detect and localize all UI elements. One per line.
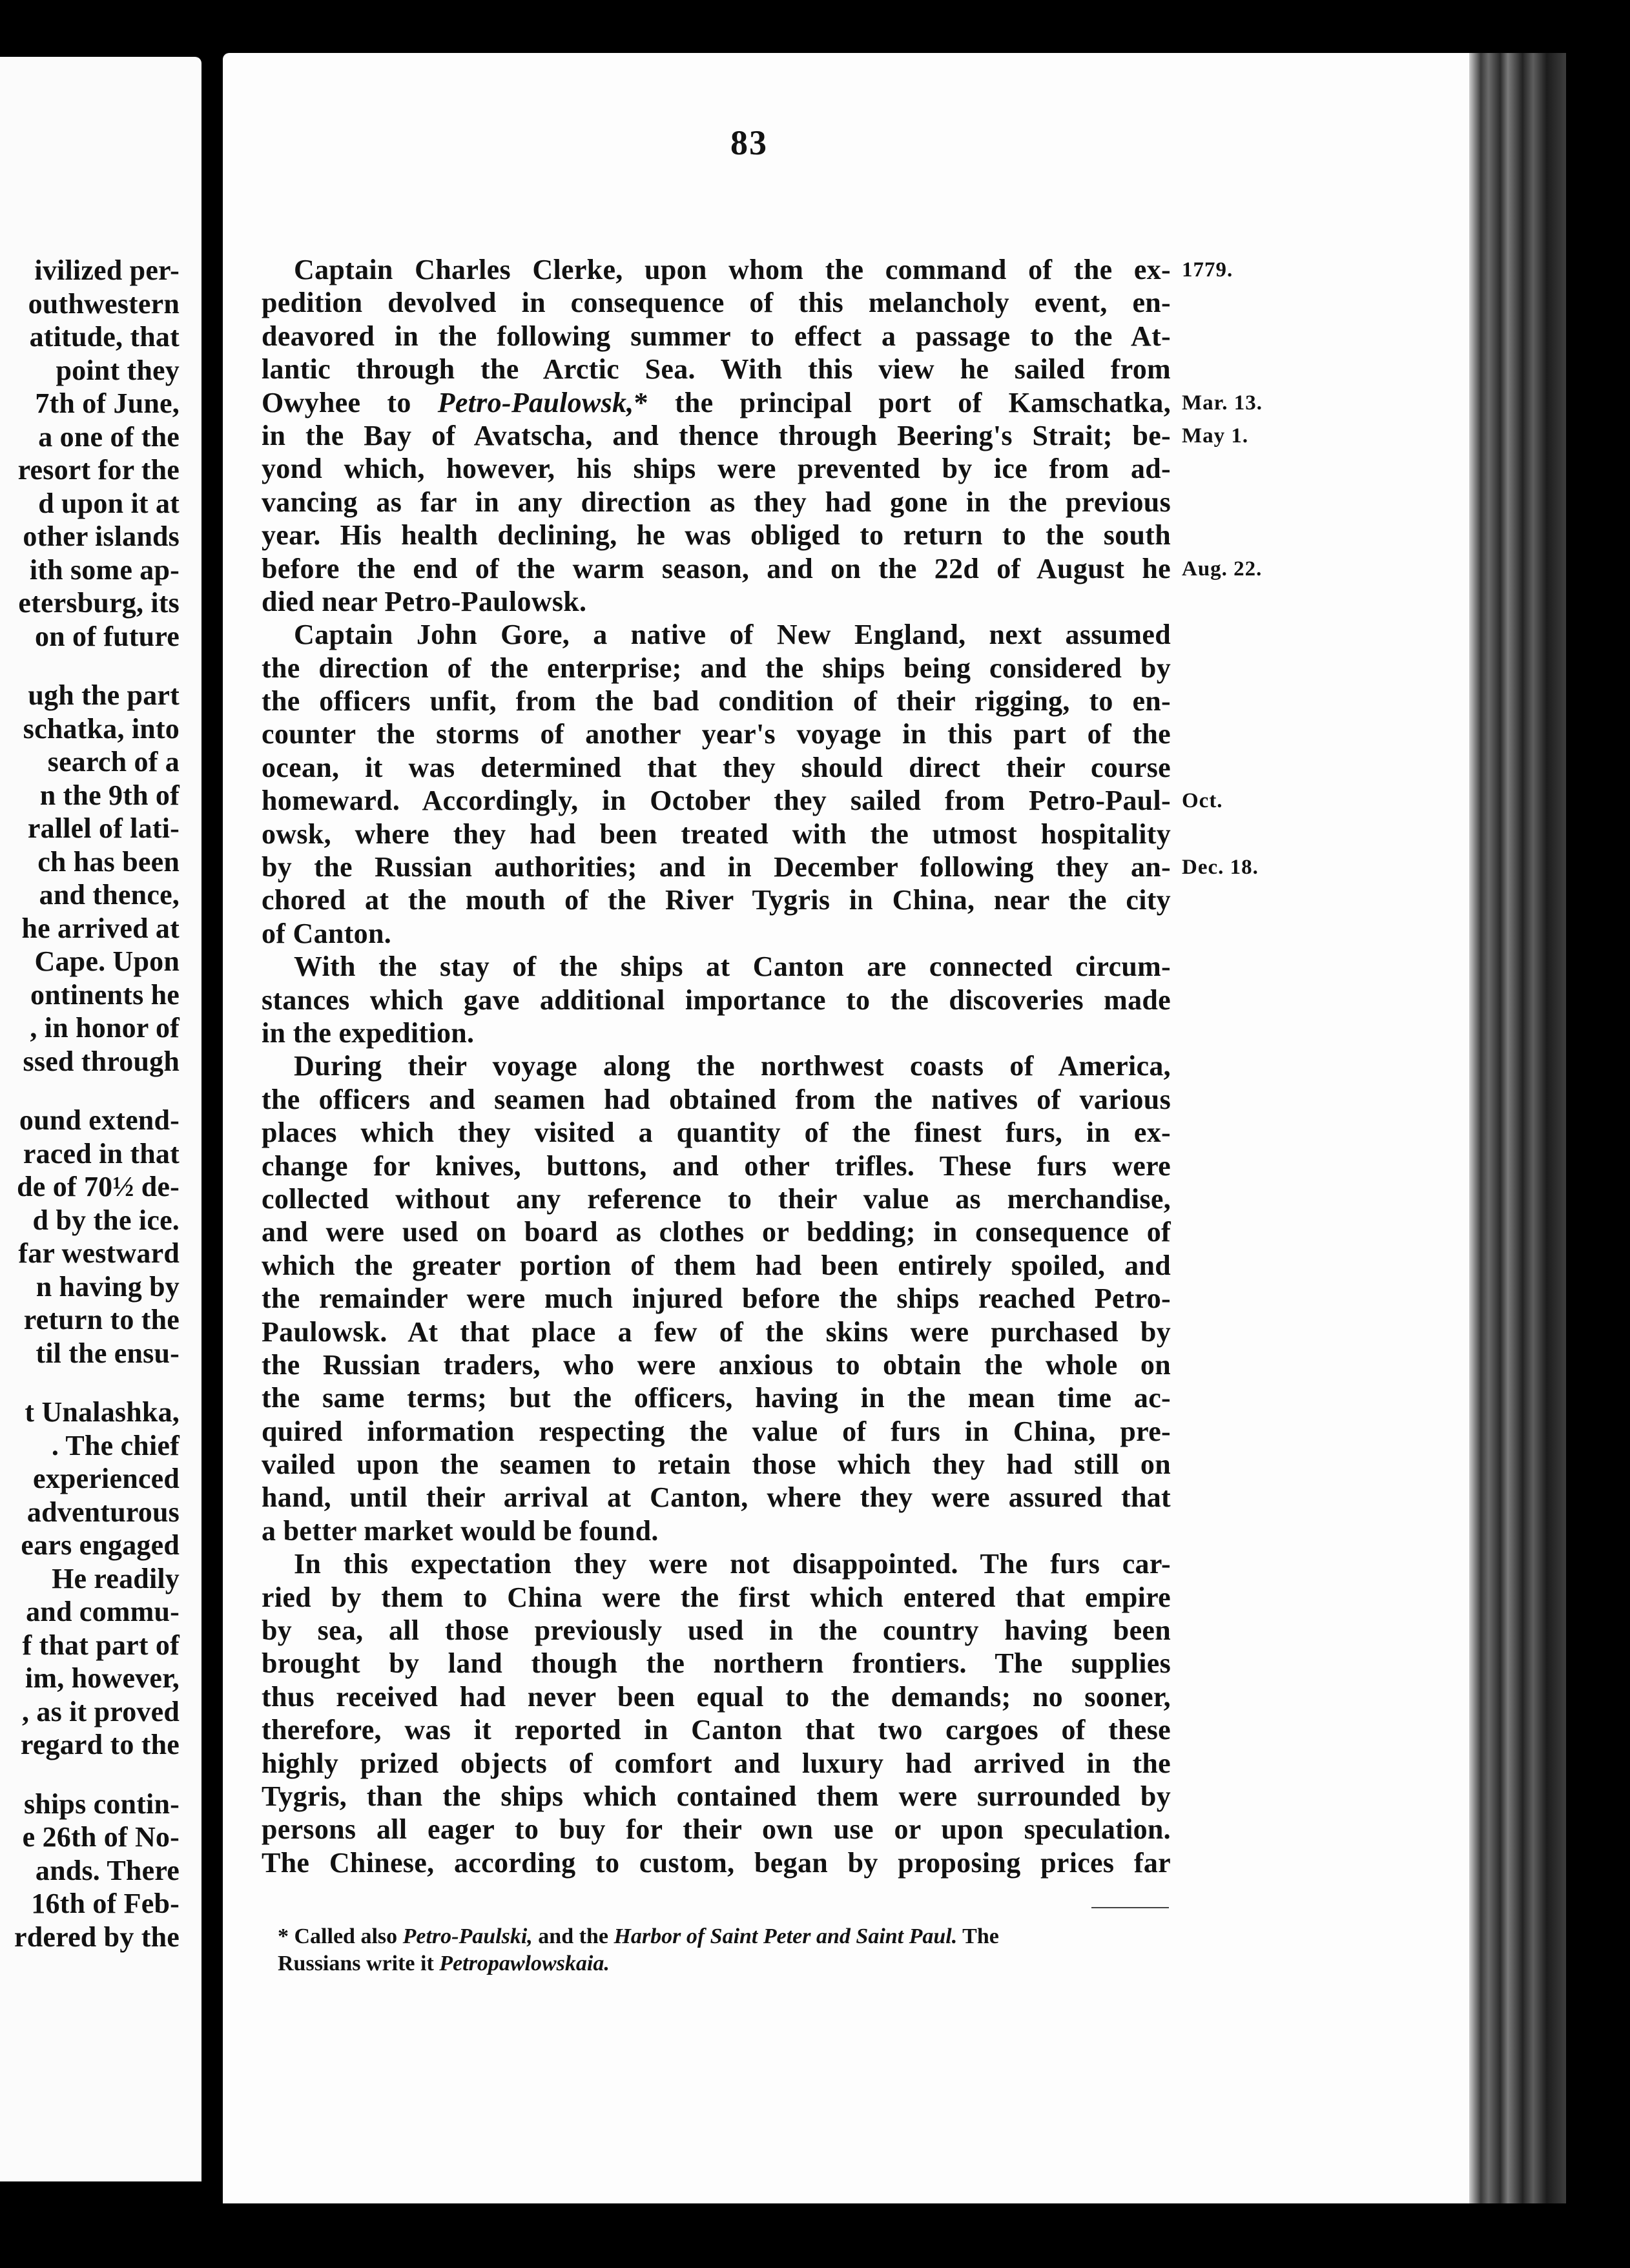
text-line: Captain Charles Clerke, upon whom the command of the ex- — [294, 254, 1171, 285]
text-line: before the end of the warm season, and on the 22d of August he — [262, 552, 1171, 584]
text-line: the officers unfit, from the bad condition of their rigging, to en- — [262, 685, 1171, 717]
main-text-block — [262, 253, 1171, 1879]
previous-page-line: point they — [56, 354, 180, 386]
previous-page-line: , as it proved — [21, 1695, 180, 1727]
italic-place-name: Petro-Paulowsk, — [437, 386, 634, 418]
text-line: The Chinese, according to custom, began by proposing prices far — [262, 1846, 1171, 1879]
text-line: the same terms; but the officers, having in the mean time ac- — [262, 1382, 1171, 1414]
previous-page-line: e 26th of No- — [22, 1821, 180, 1853]
previous-page-line: ch has been — [37, 845, 180, 878]
text-line: brought by land though the northern frontiers. The supplies — [262, 1647, 1171, 1680]
text-line: Captain John Gore, a native of New England, next assumed — [294, 619, 1171, 651]
previous-page-line: Cape. Upon — [34, 945, 180, 977]
previous-page-fragment — [0, 57, 201, 2181]
previous-page-line: raced in that — [23, 1137, 180, 1170]
previous-page-line: atitude, that — [29, 321, 180, 353]
previous-page-line: a one of the — [38, 420, 180, 453]
text-line: of Canton. — [262, 917, 392, 949]
previous-page-line: and thence, — [39, 879, 180, 911]
previous-page-line: ships contin- — [23, 1788, 180, 1820]
previous-page-line: outhwestern — [28, 287, 180, 320]
margin-date-note: Oct. — [1182, 789, 1223, 813]
footnote — [278, 1923, 1171, 1977]
previous-page-text — [0, 254, 180, 1954]
text-line: the remainder were much injured before the ships reached Petro- — [262, 1283, 1171, 1315]
previous-page-line: regard to the — [20, 1729, 180, 1760]
previous-page-line: schatka, into — [23, 712, 180, 745]
previous-page-line: n having by — [36, 1270, 180, 1303]
text-line: owsk, where they had been treated with the utmost hospitality — [262, 818, 1171, 850]
previous-page-line: ivilized per- — [34, 254, 180, 286]
footnote-rule — [1091, 1907, 1169, 1908]
text-line: During their voyage along the northwest coasts of America, — [294, 1050, 1171, 1082]
text-line: a better market would be found. — [262, 1514, 659, 1547]
previous-page-line: ontinents he — [30, 978, 180, 1011]
page-stack-edge — [1469, 53, 1566, 2203]
previous-page-line: ith some ap- — [29, 553, 180, 586]
previous-page-line: de of 70½ de- — [17, 1171, 180, 1202]
text-line: stances which gave additional importance to the discoveries made — [262, 984, 1171, 1016]
margin-date-note: May 1. — [1182, 424, 1249, 448]
text-line: in the expedition. — [262, 1016, 475, 1049]
previous-page-line: d by the ice. — [32, 1204, 180, 1236]
previous-page-line: ands. There — [35, 1854, 180, 1886]
text-line: collected without any reference to their value as merchandise, — [262, 1182, 1171, 1215]
text-line: vailed upon the seamen to retain those which they had still on — [262, 1448, 1171, 1481]
previous-page-line: he arrived at — [21, 912, 180, 944]
previous-page-line: return to the — [23, 1304, 180, 1335]
text-line: died near Petro-Paulowsk. — [262, 585, 587, 617]
text-line: by the Russian authorities; and in December following they an- — [262, 851, 1171, 883]
text-line: lantic through the Arctic Sea. With this view he sailed from — [262, 353, 1171, 386]
footnote-italic: Harbor of Saint Peter and Saint Paul. — [614, 1924, 958, 1948]
margin-date-note: Mar. 13. — [1182, 391, 1263, 415]
text-line: places which they visited a quantity of the finest furs, in ex- — [262, 1117, 1171, 1149]
text-line: and were used on board as clothes or bedding; in consequence of — [262, 1216, 1171, 1248]
text-line: pedition devolved in consequence of this melancholy event, en- — [262, 287, 1171, 319]
previous-page-line: . The chief — [51, 1429, 180, 1461]
footnote-line-2: Russians write it Petropawlowskaia. — [278, 1952, 610, 1975]
previous-page-line: resort for the — [17, 454, 180, 486]
previous-page-line: til the ensu- — [36, 1337, 180, 1369]
text-line: by sea, all those previously used in the country having been — [262, 1614, 1171, 1647]
previous-page-line: and commu- — [26, 1596, 180, 1627]
text-line: highly prized objects of comfort and luxury had arrived in the — [262, 1747, 1171, 1779]
previous-page-line: 16th of Feb- — [31, 1888, 180, 1919]
previous-page-line: ssed through — [23, 1045, 180, 1077]
margin-date-note: Aug. 22. — [1182, 557, 1263, 581]
margin-date-note: 1779. — [1182, 258, 1233, 282]
page-number: 83 — [730, 123, 768, 162]
previous-page-line: ugh the part — [28, 679, 180, 711]
text-line: homeward. Accordingly, in October they sailed from Petro-Paul- — [262, 785, 1171, 817]
text-line: therefore, was it reported in Canton that two cargoes of these — [262, 1714, 1171, 1746]
previous-page-line: d upon it at — [38, 487, 180, 519]
footnote-italic: Petropawlowskaia. — [439, 1952, 610, 1975]
previous-page-line: adventurous — [26, 1496, 180, 1528]
previous-page-line: ears engaged — [21, 1529, 180, 1561]
previous-page-line: rdered by the — [14, 1921, 180, 1953]
text-line: In this expectation they were not disappointed. The furs car- — [294, 1548, 1171, 1580]
previous-page-line: , in honor of — [30, 1012, 180, 1044]
previous-page-line: f that part of — [22, 1629, 180, 1661]
text-line: the Russian traders, who were anxious to obtain the whole on — [262, 1348, 1171, 1381]
text-line: Paulowsk. At that place a few of the skins were purchased by — [262, 1315, 1171, 1348]
previous-page-line: far westward — [18, 1237, 180, 1269]
previous-page-line: rallel of lati- — [27, 812, 180, 844]
text-line: which the greater portion of them had been entirely spoiled, and — [262, 1249, 1171, 1281]
previous-page-line: search of a — [47, 746, 180, 778]
text-line: chored at the mouth of the River Tygris in China, near the city — [262, 884, 1171, 916]
previous-page-line: ound extend- — [19, 1104, 180, 1136]
text-line: deavored in the following summer to effect a passage to the At- — [262, 320, 1171, 352]
previous-page-line: im, however, — [25, 1662, 180, 1694]
previous-page-line: 7th of June, — [35, 387, 180, 419]
previous-page-line: on of future — [34, 620, 180, 652]
text-line: ried by them to China were the first which entered that empire — [262, 1581, 1171, 1613]
footnote-italic: Petro-Paulski, — [402, 1924, 533, 1948]
text-line: Owyhee to Petro-Paulowsk,* the principal port of Kamschatka, — [262, 386, 1171, 418]
previous-page-line: t Unalashka, — [25, 1396, 180, 1428]
previous-page-line: experienced — [32, 1463, 180, 1494]
text-line: the direction of the enterprise; and the ships being considered by — [262, 652, 1171, 684]
text-line: yond which, however, his ships were prevented by ice from ad- — [262, 453, 1171, 485]
previous-page-line: n the 9th of — [39, 779, 180, 811]
text-line: Tygris, than the ships which contained them were surrounded by — [262, 1780, 1171, 1812]
text-line: in the Bay of Avatscha, and thence through Beering's Strait; be- — [262, 419, 1171, 451]
text-line: persons all eager to buy for their own use or upon speculation. — [262, 1813, 1171, 1846]
text-line: hand, until their arrival at Canton, where they were assured that — [262, 1481, 1171, 1514]
margin-date-note: Dec. 18. — [1182, 856, 1259, 880]
previous-page-line: He readily — [52, 1562, 180, 1594]
text-line: vancing as far in any direction as they had gone in the previous — [262, 486, 1171, 518]
text-line: thus received had never been equal to the demands; no sooner, — [262, 1680, 1171, 1713]
previous-page-line: etersburg, its — [18, 587, 180, 619]
previous-page-line: other islands — [23, 521, 180, 552]
text-line: the officers and seamen had obtained from the natives of various — [262, 1083, 1171, 1115]
text-line: ocean, it was determined that they should direct their course — [262, 751, 1171, 783]
text-line: counter the storms of another year's voyage in this part of the — [262, 718, 1171, 750]
text-line: With the stay of the ships at Canton are connected circum- — [294, 951, 1171, 983]
text-line: year. His health declining, he was obliged to return to the south — [262, 519, 1171, 552]
text-line: change for knives, buttons, and other trifles. These furs were — [262, 1149, 1171, 1182]
text-line: quired information respecting the value of furs in China, pre- — [262, 1415, 1171, 1447]
footnote-line-1: * Called also Petro-Paulski, and the Harbor of Saint Peter and Saint Paul. The — [278, 1924, 999, 1948]
